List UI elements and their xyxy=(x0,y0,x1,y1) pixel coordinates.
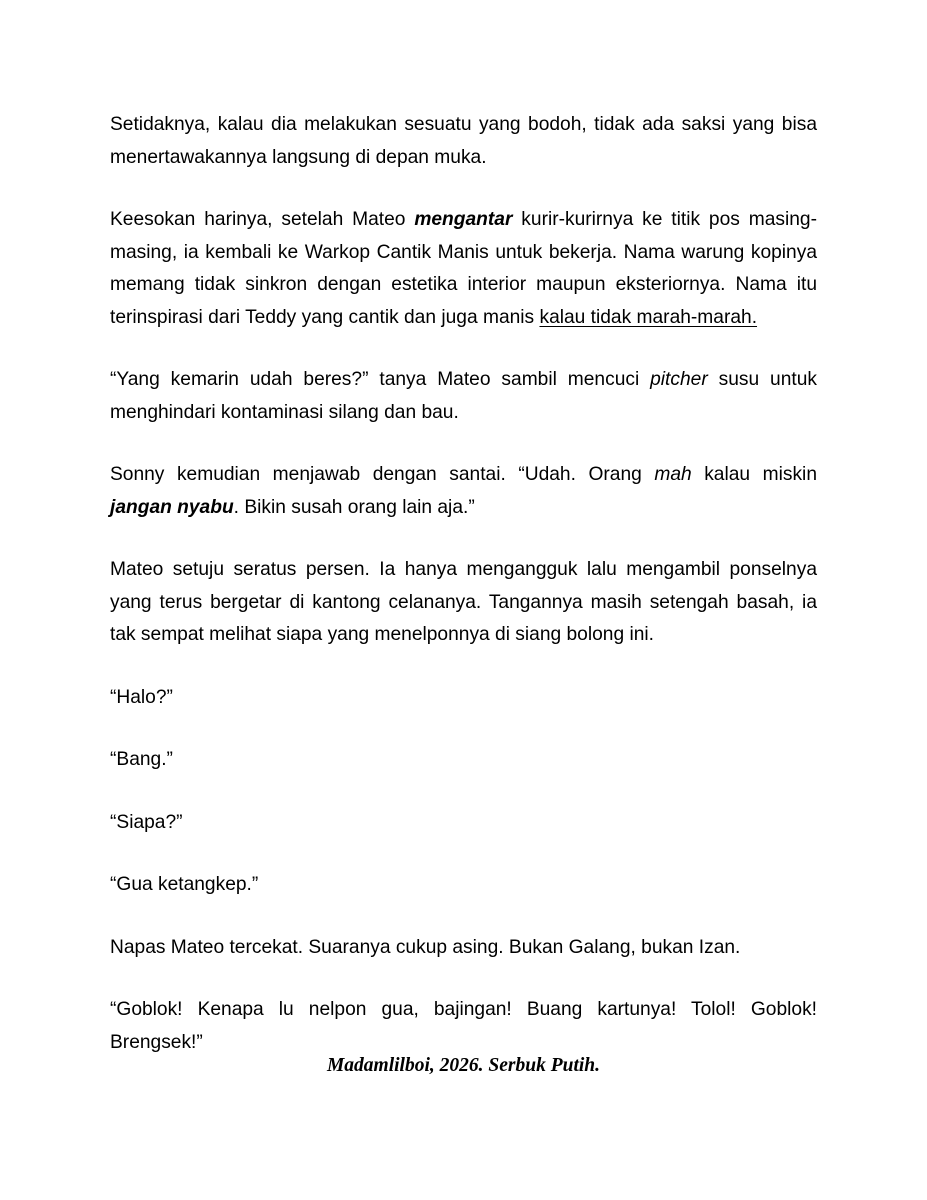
dialogue-siapa xyxy=(110,807,817,840)
emphasis-pitcher: pitcher xyxy=(650,369,708,390)
paragraph-2-text-c: kurir-kurirnya ke titik pos masing-masing, ia kembali ke Warkop Cantik Manis untuk bekerja. Nama warung kopinya memang tidak sinkron dengan estetika interior maupun eksteriornya. Nama itu terinspirasi dari Teddy yang cantik dan juga manis xyxy=(110,209,817,328)
paragraph-2-text-a: Keesokan harinya, setelah Mateo xyxy=(110,209,415,230)
author-signature: Madamlilboi, 2026. Serbuk Putih. xyxy=(326,1055,601,1076)
paragraph-5-text: Mateo setuju seratus persen. Ia hanya mengangguk lalu mengambil ponselnya yang terus bergetar di kantong celananya. Tangannya masih setengah basah, ia tak sempat melihat siapa yang menelponnya di siang bolong ini. xyxy=(110,559,817,645)
dialogue-ketangkep xyxy=(110,869,817,902)
paragraph-3-text-c: susu untuk menghindari kontaminasi silang dan bau. xyxy=(110,369,817,423)
document-body xyxy=(110,109,817,1059)
paragraph-3 xyxy=(110,364,817,429)
paragraph-4 xyxy=(110,459,817,524)
paragraph-11-text: “Goblok! Kenapa lu nelpon gua, bajingan! Buang kartunya! Tolol! Goblok! Brengsek!” xyxy=(110,999,817,1053)
dialogue-halo-text: “Halo?” xyxy=(110,686,173,708)
emphasis-mengantar: mengantar xyxy=(414,209,513,230)
paragraph-3-text-a: “Yang kemarin udah beres?” tanya Mateo sambil mencuci xyxy=(110,369,651,390)
paragraph-5 xyxy=(110,554,817,652)
paragraph-10 xyxy=(110,932,817,965)
emphasis-jangan-nyabu: jangan nyabu xyxy=(110,496,234,518)
emphasis-mah: mah xyxy=(654,464,692,485)
paragraph-4-text-c: kalau miskin xyxy=(691,464,817,485)
paragraph-11 xyxy=(110,994,817,1059)
paragraph-2 xyxy=(110,204,817,334)
dialogue-bang-text: “Bang.” xyxy=(110,749,173,770)
paragraph-4-text-e: . Bikin susah orang lain aja.” xyxy=(233,496,475,518)
paragraph-10-text: Napas Mateo tercekat. Suaranya cukup asing. Bukan Galang, bukan Izan. xyxy=(110,936,741,958)
dialogue-ketangkep-text: “Gua ketangkep.” xyxy=(110,874,259,895)
paragraph-1-text: Setidaknya, kalau dia melakukan sesuatu yang bodoh, tidak ada saksi yang bisa menertawakannya langsung di depan muka. xyxy=(110,114,817,168)
paragraph-4-text-a: Sonny kemudian menjawab dengan santai. “Udah. Orang xyxy=(110,464,655,485)
paragraph-1 xyxy=(110,109,817,174)
dialogue-halo xyxy=(110,682,817,715)
dialogue-siapa-text: “Siapa?” xyxy=(110,811,183,833)
dialogue-bang xyxy=(110,744,817,777)
underlined-phrase: kalau tidak marah-marah. xyxy=(539,306,758,328)
